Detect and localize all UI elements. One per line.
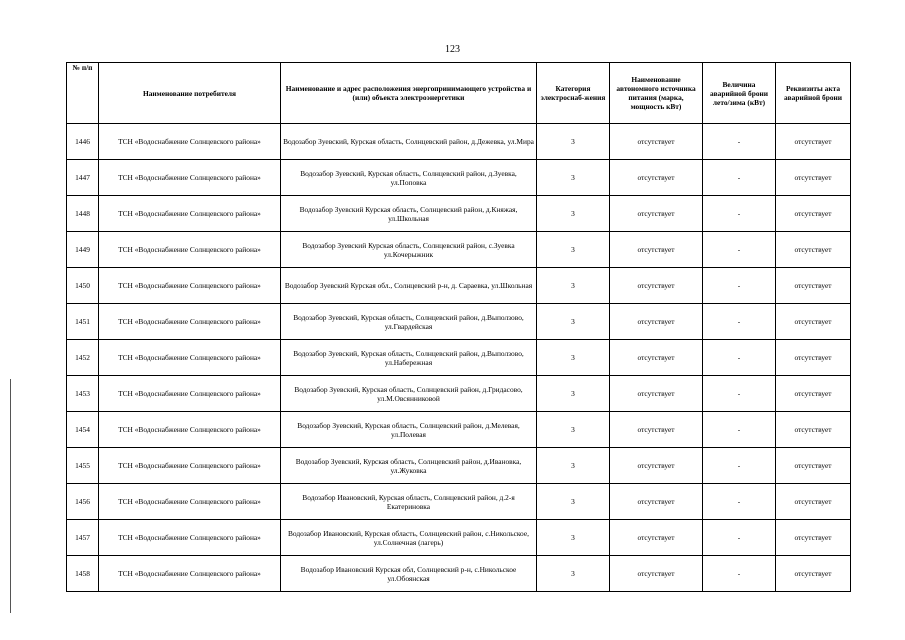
cell-act: отсутствует — [776, 340, 851, 376]
cell-address: Водозабор Зуевский Курская область, Солнцевский район, д.Княжая, ул.Школьная — [281, 196, 537, 232]
cell-category: 3 — [537, 376, 610, 412]
cell-category: 3 — [537, 412, 610, 448]
cell-consumer: ТСН «Водоснабжение Солнцевского района» — [99, 448, 281, 484]
cell-act: отсутствует — [776, 124, 851, 160]
cell-num: 1447 — [67, 160, 99, 196]
table-row — [67, 556, 851, 592]
cell-category: 3 — [537, 448, 610, 484]
cell-reserve: - — [703, 412, 776, 448]
cell-consumer: ТСН «Водоснабжение Солнцевского района» — [99, 376, 281, 412]
cell-consumer: ТСН «Водоснабжение Солнцевского района» — [99, 520, 281, 556]
cell-category: 3 — [537, 304, 610, 340]
cell-act: отсутствует — [776, 556, 851, 592]
cell-category: 3 — [537, 268, 610, 304]
cell-address: Водозабор Зуевский, Курская область, Солнцевский район, д.Выползово, ул.Набережная — [281, 340, 537, 376]
cell-address: Водозабор Зуевский, Курская область, Солнцевский район, д.Ивановка, ул.Жуковка — [281, 448, 537, 484]
cell-reserve: - — [703, 160, 776, 196]
cell-category: 3 — [537, 340, 610, 376]
cell-act: отсутствует — [776, 448, 851, 484]
cell-act: отсутствует — [776, 160, 851, 196]
cell-power-source: отсутствует — [610, 412, 703, 448]
table-row — [67, 412, 851, 448]
cell-consumer: ТСН «Водоснабжение Солнцевского района» — [99, 232, 281, 268]
cell-address: Водозабор Ивановский, Курская область, Солнцевский район, с.Никольское, ул.Солнечная (лагерь) — [281, 520, 537, 556]
cell-act: отсутствует — [776, 304, 851, 340]
cell-reserve: - — [703, 556, 776, 592]
cell-reserve: - — [703, 268, 776, 304]
cell-category: 3 — [537, 232, 610, 268]
cell-num: 1452 — [67, 340, 99, 376]
cell-address: Водозабор Зуевский Курская обл., Солнцевский р-н, д. Сараевка, ул.Школьная — [281, 268, 537, 304]
cell-power-source: отсутствует — [610, 124, 703, 160]
cell-act: отсутствует — [776, 268, 851, 304]
cell-reserve: - — [703, 340, 776, 376]
cell-category: 3 — [537, 160, 610, 196]
cell-num: 1458 — [67, 556, 99, 592]
cell-act: отсутствует — [776, 376, 851, 412]
cell-consumer: ТСН «Водоснабжение Солнцевского района» — [99, 160, 281, 196]
table-row — [67, 268, 851, 304]
cell-consumer: ТСН «Водоснабжение Солнцевского района» — [99, 304, 281, 340]
cell-power-source: отсутствует — [610, 484, 703, 520]
header-num: № п/п — [67, 63, 99, 124]
cell-consumer: ТСН «Водоснабжение Солнцевского района» — [99, 412, 281, 448]
cell-reserve: - — [703, 520, 776, 556]
cell-consumer: ТСН «Водоснабжение Солнцевского района» — [99, 196, 281, 232]
table-row — [67, 124, 851, 160]
cell-address: Водозабор Зуевский, Курская область, Солнцевский район, д.Гридасово, ул.М.Овсянниковой — [281, 376, 537, 412]
cell-address: Водозабор Ивановский, Курская область, Солнцевский район, д.2-я Екатериновка — [281, 484, 537, 520]
table-row — [67, 376, 851, 412]
cell-address: Водозабор Зуевский, Курская область, Солнцевский район, д.Выползово, ул.Гвардейская — [281, 304, 537, 340]
table-row — [67, 448, 851, 484]
cell-power-source: отсутствует — [610, 448, 703, 484]
cell-reserve: - — [703, 232, 776, 268]
page-number: 123 — [445, 44, 460, 55]
cell-num: 1455 — [67, 448, 99, 484]
cell-power-source: отсутствует — [610, 196, 703, 232]
cell-reserve: - — [703, 304, 776, 340]
cell-power-source: отсутствует — [610, 268, 703, 304]
cell-act: отсутствует — [776, 232, 851, 268]
cell-reserve: - — [703, 484, 776, 520]
table-row — [67, 232, 851, 268]
header-reserve: Величина аварийной брони лето/зима (кВт) — [703, 63, 776, 124]
table-row — [67, 484, 851, 520]
cell-category: 3 — [537, 196, 610, 232]
cell-category: 3 — [537, 520, 610, 556]
cell-num: 1451 — [67, 304, 99, 340]
cell-num: 1457 — [67, 520, 99, 556]
table-row — [67, 340, 851, 376]
cell-consumer: ТСН «Водоснабжение Солнцевского района» — [99, 268, 281, 304]
cell-address: Водозабор Зуевский, Курская область, Солнцевский район, д.Мелевая, ул.Полевая — [281, 412, 537, 448]
header-act: Реквизиты акта аварийной брони — [776, 63, 851, 124]
emergency-reserve-table — [66, 62, 851, 592]
header-consumer: Наименование потребителя — [99, 63, 281, 124]
cell-category: 3 — [537, 124, 610, 160]
cell-consumer: ТСН «Водоснабжение Солнцевского района» — [99, 124, 281, 160]
cell-act: отсутствует — [776, 196, 851, 232]
header-power-source: Наименование автономного источника питания (марка, мощность кВт) — [610, 63, 703, 124]
cell-address: Водозабор Зуевский Курская область, Солнцевский район, с.Зуевка ул.Кочерыжник — [281, 232, 537, 268]
cell-power-source: отсутствует — [610, 232, 703, 268]
table-row — [67, 196, 851, 232]
cell-reserve: - — [703, 376, 776, 412]
cell-power-source: отсутствует — [610, 556, 703, 592]
cell-power-source: отсутствует — [610, 160, 703, 196]
cell-num: 1454 — [67, 412, 99, 448]
cell-act: отсутствует — [776, 520, 851, 556]
table-row — [67, 304, 851, 340]
cell-address: Водозабор Зуевский, Курская область, Солнцевский район, д.Зуевка, ул.Поповка — [281, 160, 537, 196]
cell-power-source: отсутствует — [610, 376, 703, 412]
cell-num: 1453 — [67, 376, 99, 412]
scan-edge-line — [10, 379, 11, 613]
table-header-row — [67, 63, 851, 124]
cell-num: 1456 — [67, 484, 99, 520]
cell-consumer: ТСН «Водоснабжение Солнцевского района» — [99, 340, 281, 376]
cell-num: 1450 — [67, 268, 99, 304]
cell-num: 1448 — [67, 196, 99, 232]
cell-act: отсутствует — [776, 412, 851, 448]
cell-category: 3 — [537, 556, 610, 592]
cell-reserve: - — [703, 196, 776, 232]
cell-category: 3 — [537, 484, 610, 520]
cell-power-source: отсутствует — [610, 520, 703, 556]
cell-num: 1446 — [67, 124, 99, 160]
cell-consumer: ТСН «Водоснабжение Солнцевского района» — [99, 484, 281, 520]
table-row — [67, 160, 851, 196]
header-address: Наименование и адрес расположения энергопринимающего устройства и (или) объекта электроэнергетики — [281, 63, 537, 124]
cell-power-source: отсутствует — [610, 304, 703, 340]
table-row — [67, 520, 851, 556]
cell-address: Водозабор Зуевский, Курская область, Солнцевский район, д.Дежевка, ул.Мира — [281, 124, 537, 160]
cell-power-source: отсутствует — [610, 340, 703, 376]
cell-num: 1449 — [67, 232, 99, 268]
cell-address: Водозабор Ивановский Курская обл, Солнцевский р-н, с.Никольское ул.Обоянская — [281, 556, 537, 592]
cell-consumer: ТСН «Водоснабжение Солнцевского района» — [99, 556, 281, 592]
header-category: Категория электроснаб-жения — [537, 63, 610, 124]
cell-act: отсутствует — [776, 484, 851, 520]
cell-reserve: - — [703, 124, 776, 160]
cell-reserve: - — [703, 448, 776, 484]
